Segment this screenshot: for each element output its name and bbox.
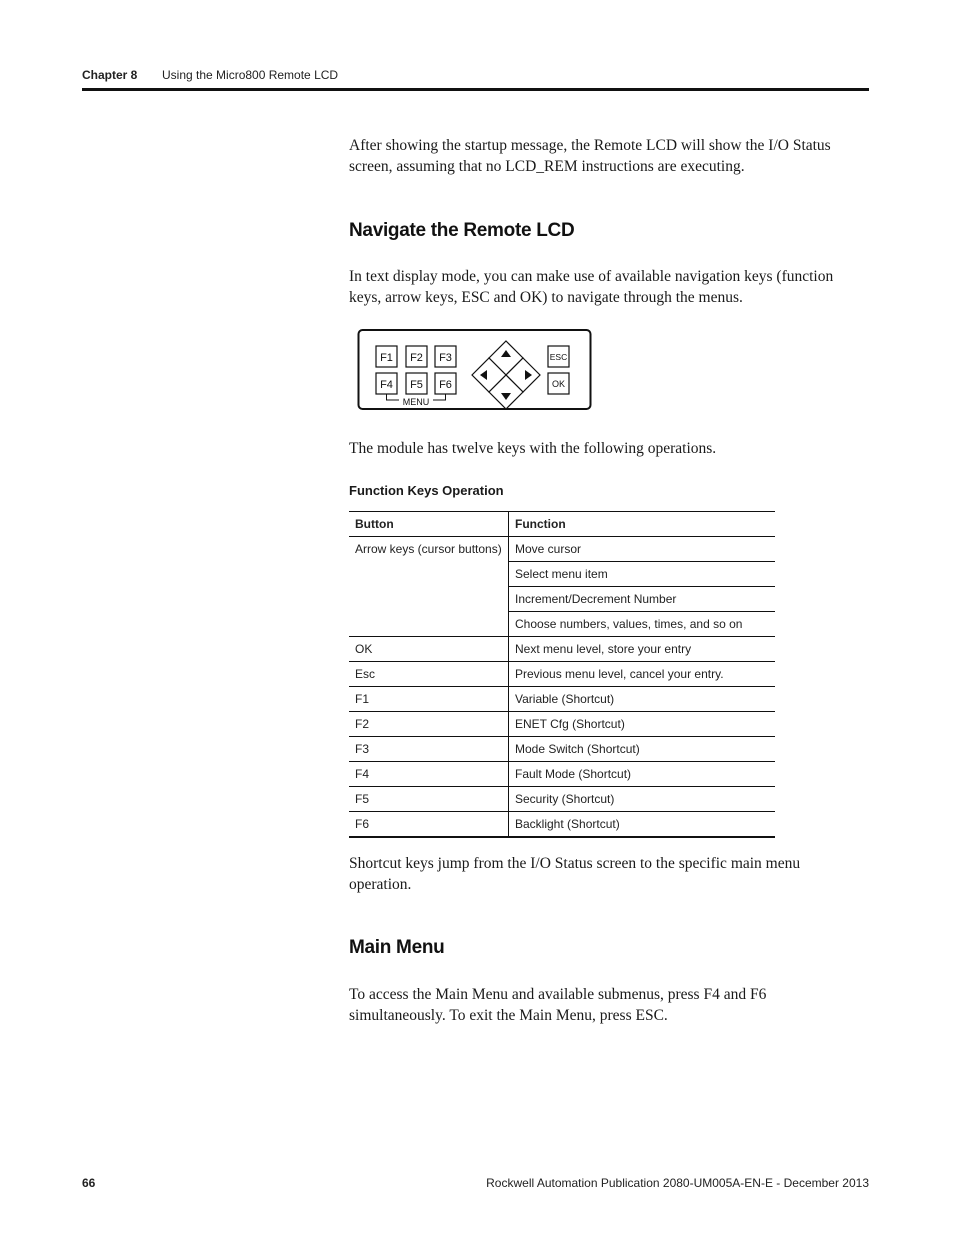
shortcut-paragraph: Shortcut keys jump from the I/O Status screen to the specific main menu operation. — [349, 855, 801, 893]
function-cell: Move cursor — [509, 537, 776, 562]
svg-text:F1: F1 — [380, 352, 393, 364]
ok-key[interactable] — [548, 373, 569, 394]
twelve-keys-paragraph: The module has twelve keys with the following operations. — [349, 440, 717, 457]
main-menu-heading: Main Menu — [349, 937, 445, 958]
f2-key[interactable] — [406, 346, 427, 367]
button-cell: F6 — [349, 812, 509, 838]
svg-text:F3: F3 — [439, 352, 452, 364]
button-cell: F3 — [349, 737, 509, 762]
function-cell: Fault Mode (Shortcut) — [509, 762, 776, 787]
remote-lcd-keypad-diagram — [357, 328, 593, 417]
column-header-function: Function — [509, 512, 776, 537]
table-row — [349, 762, 775, 787]
table-row — [349, 737, 775, 762]
f4-key[interactable] — [376, 373, 397, 394]
button-cell: F1 — [349, 687, 509, 712]
table-row — [349, 787, 775, 812]
button-cell: F5 — [349, 787, 509, 812]
function-cell: Next menu level, store your entry — [509, 637, 776, 662]
table-row — [349, 637, 775, 662]
table-row — [349, 712, 775, 737]
table-header-row — [349, 512, 775, 537]
function-cell: Variable (Shortcut) — [509, 687, 776, 712]
button-cell: F2 — [349, 712, 509, 737]
button-cell: Arrow keys (cursor buttons) — [349, 537, 509, 637]
function-keys-table — [349, 511, 775, 838]
button-cell: Esc — [349, 662, 509, 687]
svg-text:ESC: ESC — [549, 352, 568, 362]
button-cell: F4 — [349, 762, 509, 787]
column-header-button: Button — [349, 512, 509, 537]
svg-text:F6: F6 — [439, 379, 452, 391]
navigate-paragraph: In text display mode, you can make use of available navigation keys (function keys, arrow keys, ESC and OK) to navigate through the menus. — [349, 268, 834, 306]
button-cell: OK — [349, 637, 509, 662]
function-cell: Mode Switch (Shortcut) — [509, 737, 776, 762]
menu-label: MENU — [402, 397, 430, 407]
table-row — [349, 537, 775, 562]
function-cell: Backlight (Shortcut) — [509, 812, 776, 838]
function-cell: Security (Shortcut) — [509, 787, 776, 812]
publication-info: Rockwell Automation Publication 2080-UM005A-EN-E - December 2013 — [486, 1176, 869, 1190]
table-row — [349, 662, 775, 687]
function-cell: Choose numbers, values, times, and so on — [509, 612, 776, 637]
table-row — [349, 812, 775, 838]
function-cell: Select menu item — [509, 562, 776, 587]
table-row — [349, 687, 775, 712]
f6-key[interactable] — [435, 373, 456, 394]
function-cell: ENET Cfg (Shortcut) — [509, 712, 776, 737]
f5-key[interactable] — [406, 373, 427, 394]
page-header — [82, 66, 869, 88]
chapter-number: Chapter 8 — [82, 68, 138, 82]
svg-text:F4: F4 — [380, 379, 393, 391]
f3-key[interactable] — [435, 346, 456, 367]
function-cell: Increment/Decrement Number — [509, 587, 776, 612]
svg-text:F5: F5 — [410, 379, 423, 391]
main-menu-paragraph: To access the Main Menu and available submenus, press F4 and F6 simultaneously. To exit the Main Menu, press ESC. — [349, 986, 767, 1024]
function-cell: Previous menu level, cancel your entry. — [509, 662, 776, 687]
table-title: Function Keys Operation — [349, 483, 504, 498]
page-number: 66 — [82, 1176, 96, 1190]
intro-paragraph: After showing the startup message, the Remote LCD will show the I/O Status screen, assuming that no LCD_REM instructions are executing. — [349, 137, 831, 175]
navigate-heading: Navigate the Remote LCD — [349, 220, 575, 241]
svg-text:OK: OK — [551, 379, 566, 389]
header-divider — [82, 88, 869, 91]
chapter-title: Using the Micro800 Remote LCD — [162, 68, 339, 82]
svg-text:F2: F2 — [410, 352, 423, 364]
esc-key[interactable] — [548, 346, 569, 367]
f1-key[interactable] — [376, 346, 397, 367]
